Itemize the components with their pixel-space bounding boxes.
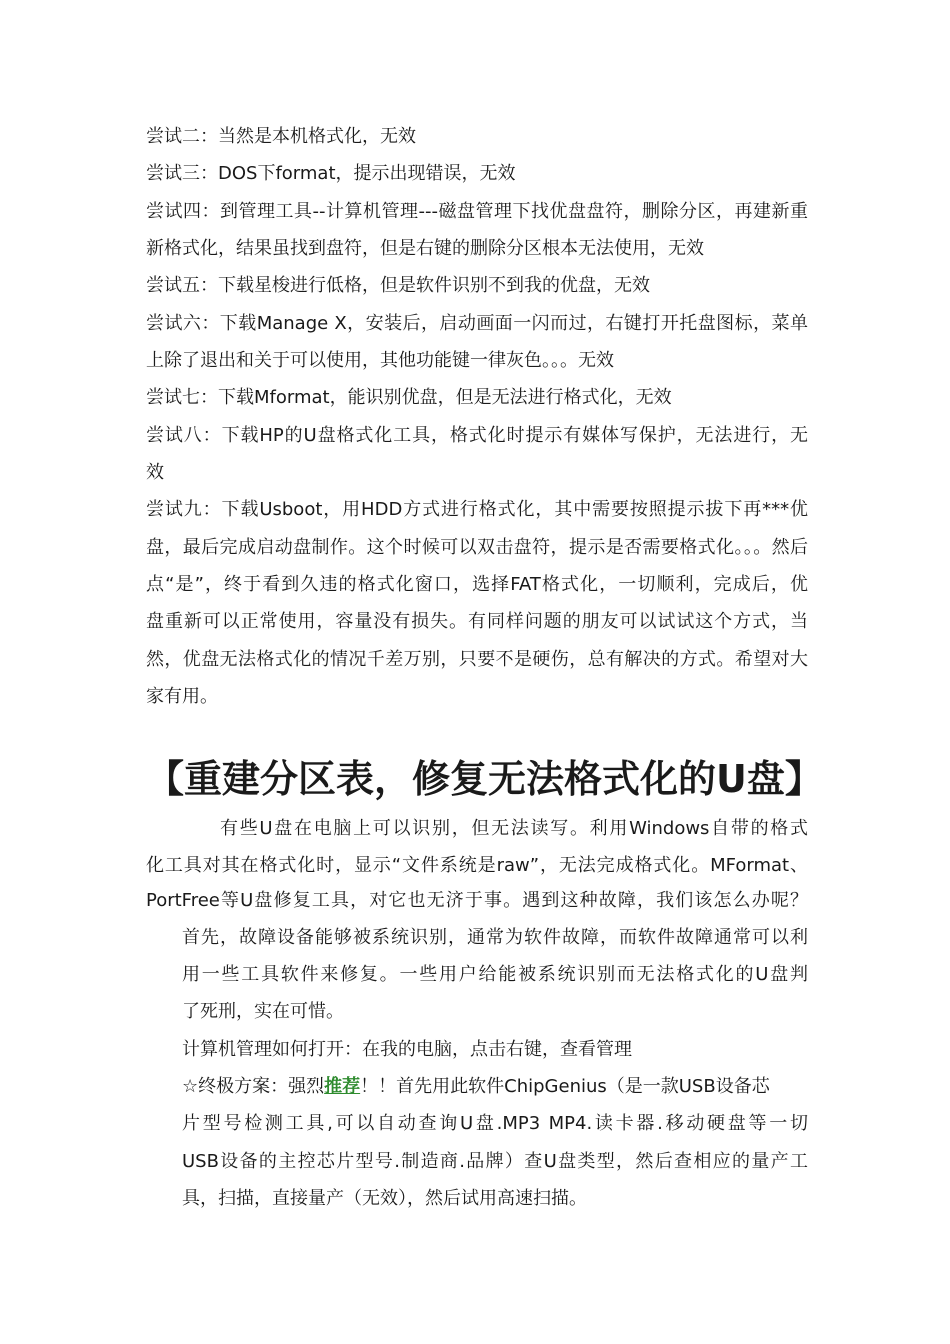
attempt-line: 尝试八：下载HP的U盘格式化工具，格式化时提示有媒体写保护，无法进行，无 bbox=[146, 425, 808, 446]
attempt-line: 盘重新可以正常使用，容量没有损失。有同样问题的朋友可以试试这个方式，当 bbox=[146, 611, 808, 632]
final-line: 具，扫描，直接量产（无效），然后试用高速扫描。 bbox=[182, 1188, 587, 1209]
intro-line: PortFree等U盘修复工具，对它也无济于事。遇到这种故障，我们该怎么办呢？ bbox=[146, 890, 808, 911]
final-solution-line bbox=[182, 1075, 808, 1099]
attempt-line: 尝试九：下载Usboot，用HDD方式进行格式化，其中需要按照提示拔下再***优 bbox=[146, 499, 808, 520]
attempt-line: 效 bbox=[146, 462, 164, 483]
paragraph-line: 用一些工具软件来修复。一些用户给能被系统识别而无法格式化的U盘判 bbox=[182, 964, 808, 985]
section-heading: 【重建分区表，修复无法格式化的U盘】 bbox=[146, 757, 823, 801]
attempt-line: 尝试七：下载Mformat，能识别优盘，但是无法进行格式化，无效 bbox=[146, 387, 672, 408]
attempt-line: 尝试四：到管理工具--计算机管理---磁盘管理下找优盘盘符，删除分区，再建新重 bbox=[146, 201, 808, 222]
final-line: USB设备的主控芯片型号.制造商.品牌）查U盘类型，然后查相应的量产工 bbox=[182, 1151, 808, 1172]
attempt-line: 盘，最后完成启动盘制作。这个时候可以双击盘符，提示是否需要格式化。。。然后 bbox=[146, 537, 808, 558]
attempt-line: 家有用。 bbox=[146, 686, 218, 707]
recommend-link[interactable]: 推荐 bbox=[324, 1076, 361, 1097]
paragraph-line: 首先，故障设备能够被系统识别，通常为软件故障，而软件故障通常可以利 bbox=[182, 927, 808, 948]
attempt-line: 然，优盘无法格式化的情况千差万别，只要不是硬伤，总有解决的方式。希望对大 bbox=[146, 649, 808, 670]
final-prefix: ☆终极方案：强烈 bbox=[182, 1076, 325, 1097]
attempt-line: 点“是”，终于看到久违的格式化窗口，选择FAT格式化，一切顺利，完成后，优 bbox=[146, 574, 808, 595]
attempt-line: 尝试二：当然是本机格式化，无效 bbox=[146, 126, 416, 147]
attempt-line: 尝试三：DOS下format，提示出现错误，无效 bbox=[146, 163, 516, 184]
intro-line: 有些U盘在电脑上可以识别，但无法读写。利用Windows自带的格式 bbox=[220, 818, 808, 839]
final-suffix: ！！首先用此软件ChipGenius（是一款USB设备芯 bbox=[360, 1076, 770, 1097]
attempt-line: 尝试五：下载星梭进行低格，但是软件识别不到我的优盘，无效 bbox=[146, 275, 650, 296]
attempt-line: 新格式化，结果虽找到盘符，但是右键的删除分区根本无法使用，无效 bbox=[146, 238, 704, 259]
attempt-line: 尝试六：下载Manage X，安装后，启动画面一闪而过，右键打开托盘图标，菜单 bbox=[146, 313, 808, 334]
paragraph-line: 了死刑，实在可惜。 bbox=[182, 1001, 344, 1022]
final-line: 片型号检测工具,可以自动查询U盘.MP3 MP4.读卡器.移动硬盘等一切 bbox=[182, 1113, 808, 1134]
attempt-line: 上除了退出和关于可以使用，其他功能键一律灰色。。。无效 bbox=[146, 350, 614, 371]
manage-line: 计算机管理如何打开：在我的电脑，点击右键，查看管理 bbox=[182, 1039, 632, 1060]
intro-line: 化工具对其在格式化时，显示“文件系统是raw”，无法完成格式化。MFormat、 bbox=[146, 855, 808, 876]
